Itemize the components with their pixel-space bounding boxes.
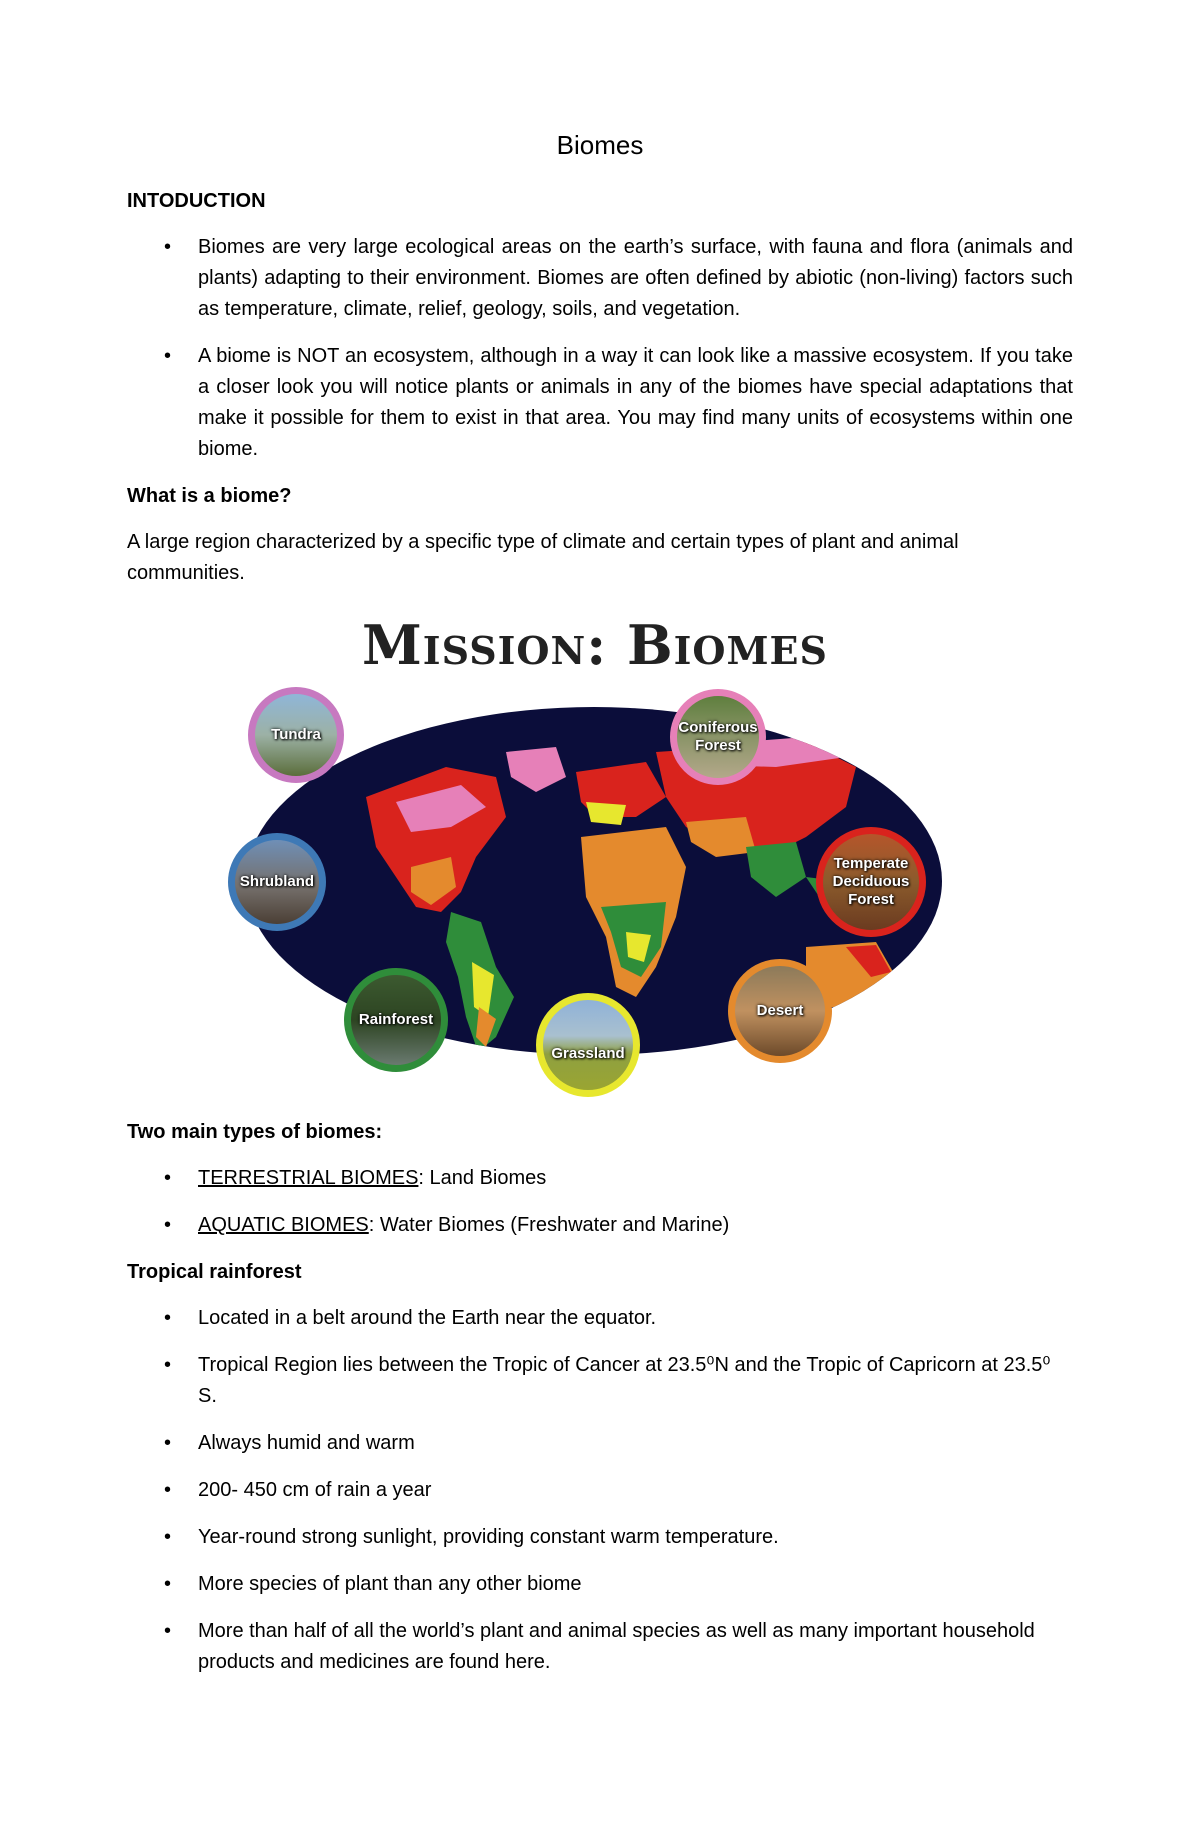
rainforest-badge — [344, 968, 448, 1072]
list-item — [127, 1303, 1073, 1334]
rainforest-heading: Tropical rainforest — [127, 1261, 302, 1283]
shrubland-label: Shrubland — [239, 873, 315, 890]
list-item — [127, 341, 1073, 465]
what-is-biome-heading: What is a biome? — [127, 485, 292, 507]
intro-heading: INTODUCTION — [127, 190, 266, 212]
bullet-icon: • — [164, 1214, 172, 1236]
intro-bullet-list — [127, 232, 1073, 481]
types-bullet-list — [127, 1163, 1073, 1257]
list-item — [127, 1569, 1073, 1600]
intro-bullet-text: Biomes are very large ecological areas on the earth’s surface, with fauna and flora (animals and plants) adapting to their environment. Biomes are often defined by abiotic (non-living) factors such as temperature, climate, relief, geology, soils, and vegetation. — [198, 236, 1073, 320]
list-item — [127, 1210, 1073, 1241]
list-item — [127, 1616, 1073, 1678]
rainforest-bullet-text: Always humid and warm — [198, 1432, 415, 1454]
rainforest-label: Rainforest — [358, 1011, 434, 1028]
rainforest-bullet-text: More species of plant than any other biome — [198, 1573, 582, 1595]
bullet-icon: • — [164, 1620, 172, 1642]
shrubland-badge — [228, 833, 326, 931]
desert-label: Desert — [756, 1002, 804, 1019]
what-is-biome-text: A large region characterized by a specific type of climate and certain types of plant and animal communities. — [127, 531, 959, 584]
bullet-icon: • — [164, 1432, 172, 1454]
tundra-badge — [248, 687, 344, 783]
bullet-icon: • — [164, 1354, 172, 1376]
list-item — [127, 1350, 1073, 1412]
grassland-badge — [536, 993, 640, 1097]
mission-biomes-figure — [240, 615, 950, 1100]
intro-bullet-text: A biome is NOT an ecosystem, although in a way it can look like a massive ecosystem. If you take a closer look you will notice plants or animals in any of the biomes have special adaptations that make it possible for them to exist in that area. You may find many units of ecosystems within one biome. — [198, 345, 1073, 460]
rainforest-bullet-text: Located in a belt around the Earth near the equator. — [198, 1307, 657, 1329]
types-heading: Two main types of biomes: — [127, 1121, 383, 1143]
rainforest-bullet-text: 200- 450 cm of rain a year — [198, 1479, 432, 1501]
bullet-icon: • — [164, 1526, 172, 1548]
coniferous-forest-label: Coniferous Forest — [678, 719, 758, 754]
list-item — [127, 232, 1073, 325]
bullet-icon: • — [164, 1167, 172, 1189]
temperate-deciduous-forest-label: Temperate Deciduous Forest — [832, 855, 910, 908]
type-description: : Water Biomes (Freshwater and Marine) — [368, 1214, 730, 1236]
rainforest-bullet-text: More than half of all the world’s plant and animal species as well as many important household products and medicines are found here. — [198, 1620, 1035, 1673]
desert-badge — [728, 959, 832, 1063]
list-item — [127, 1163, 1073, 1194]
list-item — [127, 1475, 1073, 1506]
coniferous-forest-badge — [670, 689, 766, 785]
rainforest-bullet-list — [127, 1303, 1073, 1694]
tundra-label: Tundra — [271, 726, 321, 743]
rainforest-bullet-text: Tropical Region lies between the Tropic of Cancer at 23.5⁰N and the Tropic of Capricorn at 23.5⁰ S. — [198, 1354, 1051, 1407]
bullet-icon: • — [164, 236, 172, 258]
list-item — [127, 1522, 1073, 1553]
type-description: : Land Biomes — [418, 1167, 547, 1189]
type-term: TERRESTRIAL BIOMES — [198, 1167, 419, 1189]
bullet-icon: • — [164, 345, 172, 367]
rainforest-bullet-text: Year-round strong sunlight, providing constant warm temperature. — [198, 1526, 779, 1548]
figure-title: Mission: Biomes — [362, 613, 828, 677]
bullet-icon: • — [164, 1479, 172, 1501]
bullet-icon: • — [164, 1307, 172, 1329]
list-item — [127, 1428, 1073, 1459]
temperate-deciduous-forest-badge — [816, 827, 926, 937]
grassland-label: Grassland — [551, 1045, 625, 1062]
type-term: AQUATIC BIOMES — [198, 1214, 369, 1236]
page-title: Biomes — [556, 130, 644, 160]
bullet-icon: • — [164, 1573, 172, 1595]
